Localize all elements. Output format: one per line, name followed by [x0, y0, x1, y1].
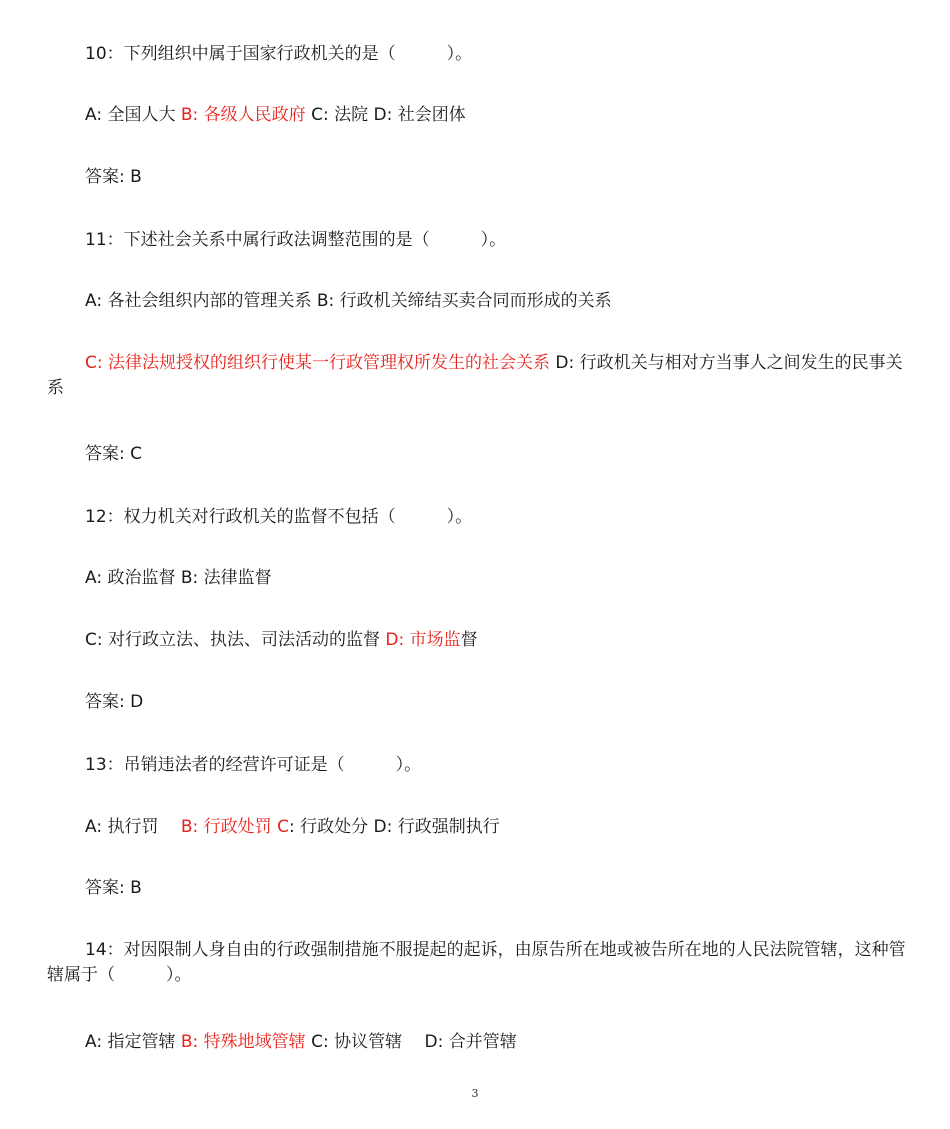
question-10-stem: 10：下列组织中属于国家行政机关的是（ ）。	[85, 44, 473, 64]
option-b-correct: B: 各级人民政府	[180, 105, 306, 125]
option-d-correct: D: 市场监	[385, 630, 461, 650]
option-c-d: C: 协议管辖 D: 合并管辖	[305, 1032, 517, 1052]
page-number: 3	[471, 1087, 479, 1100]
question-11-answer: 答案: C	[85, 444, 143, 464]
question-11-options-cd	[47, 351, 917, 401]
option-a: A: 全国人大	[85, 105, 181, 125]
question-12-stem: 12：权力机关对行政机关的监督不包括（ ）。	[85, 507, 473, 527]
option-a: A: 指定管辖	[85, 1032, 181, 1052]
option-c-correct: C: 法律法规授权的组织行使某一行政管理权所发生的社会关系	[85, 353, 551, 373]
question-12-options-cd	[0, 629, 950, 651]
question-12-options-ab: A: 政治监督 B: 法律监督	[85, 568, 272, 588]
question-13-options	[0, 816, 950, 838]
question-13-stem: 13：吊销违法者的经营许可证是（ ）。	[85, 755, 422, 775]
question-11-stem: 11：下述社会关系中属行政法调整范围的是（ ）。	[85, 230, 507, 250]
option-d-rest: 督	[460, 630, 478, 650]
option-d: D: 行政机关与相对方当事人之间发生的民事关系	[47, 353, 903, 398]
question-10-options	[0, 104, 950, 126]
question-13-answer: 答案: B	[85, 878, 142, 898]
option-c-d: C: 法院 D: 社会团体	[305, 105, 466, 125]
option-b-correct: B: 特殊地域管辖	[180, 1032, 306, 1052]
question-11-options-ab: A: 各社会组织内部的管理关系 B: 行政机关缔结买卖合同而形成的关系	[85, 291, 612, 311]
option-a: A: 执行罚	[85, 817, 181, 837]
option-c: C: 对行政立法、执法、司法活动的监督	[85, 630, 386, 650]
question-14-options	[0, 1031, 950, 1053]
option-b-correct: B: 行政处罚 C	[180, 817, 289, 837]
question-14-stem: 14：对因限制人身自由的行政强制措施不服提起的起诉，由原告所在地或被告所在地的人民法院管辖，这种管辖属于（ ）。	[47, 940, 906, 985]
option-c-d: : 行政处分 D: 行政强制执行	[288, 817, 500, 837]
question-10-answer: 答案: B	[85, 167, 142, 187]
question-12-answer: 答案: D	[85, 692, 144, 712]
